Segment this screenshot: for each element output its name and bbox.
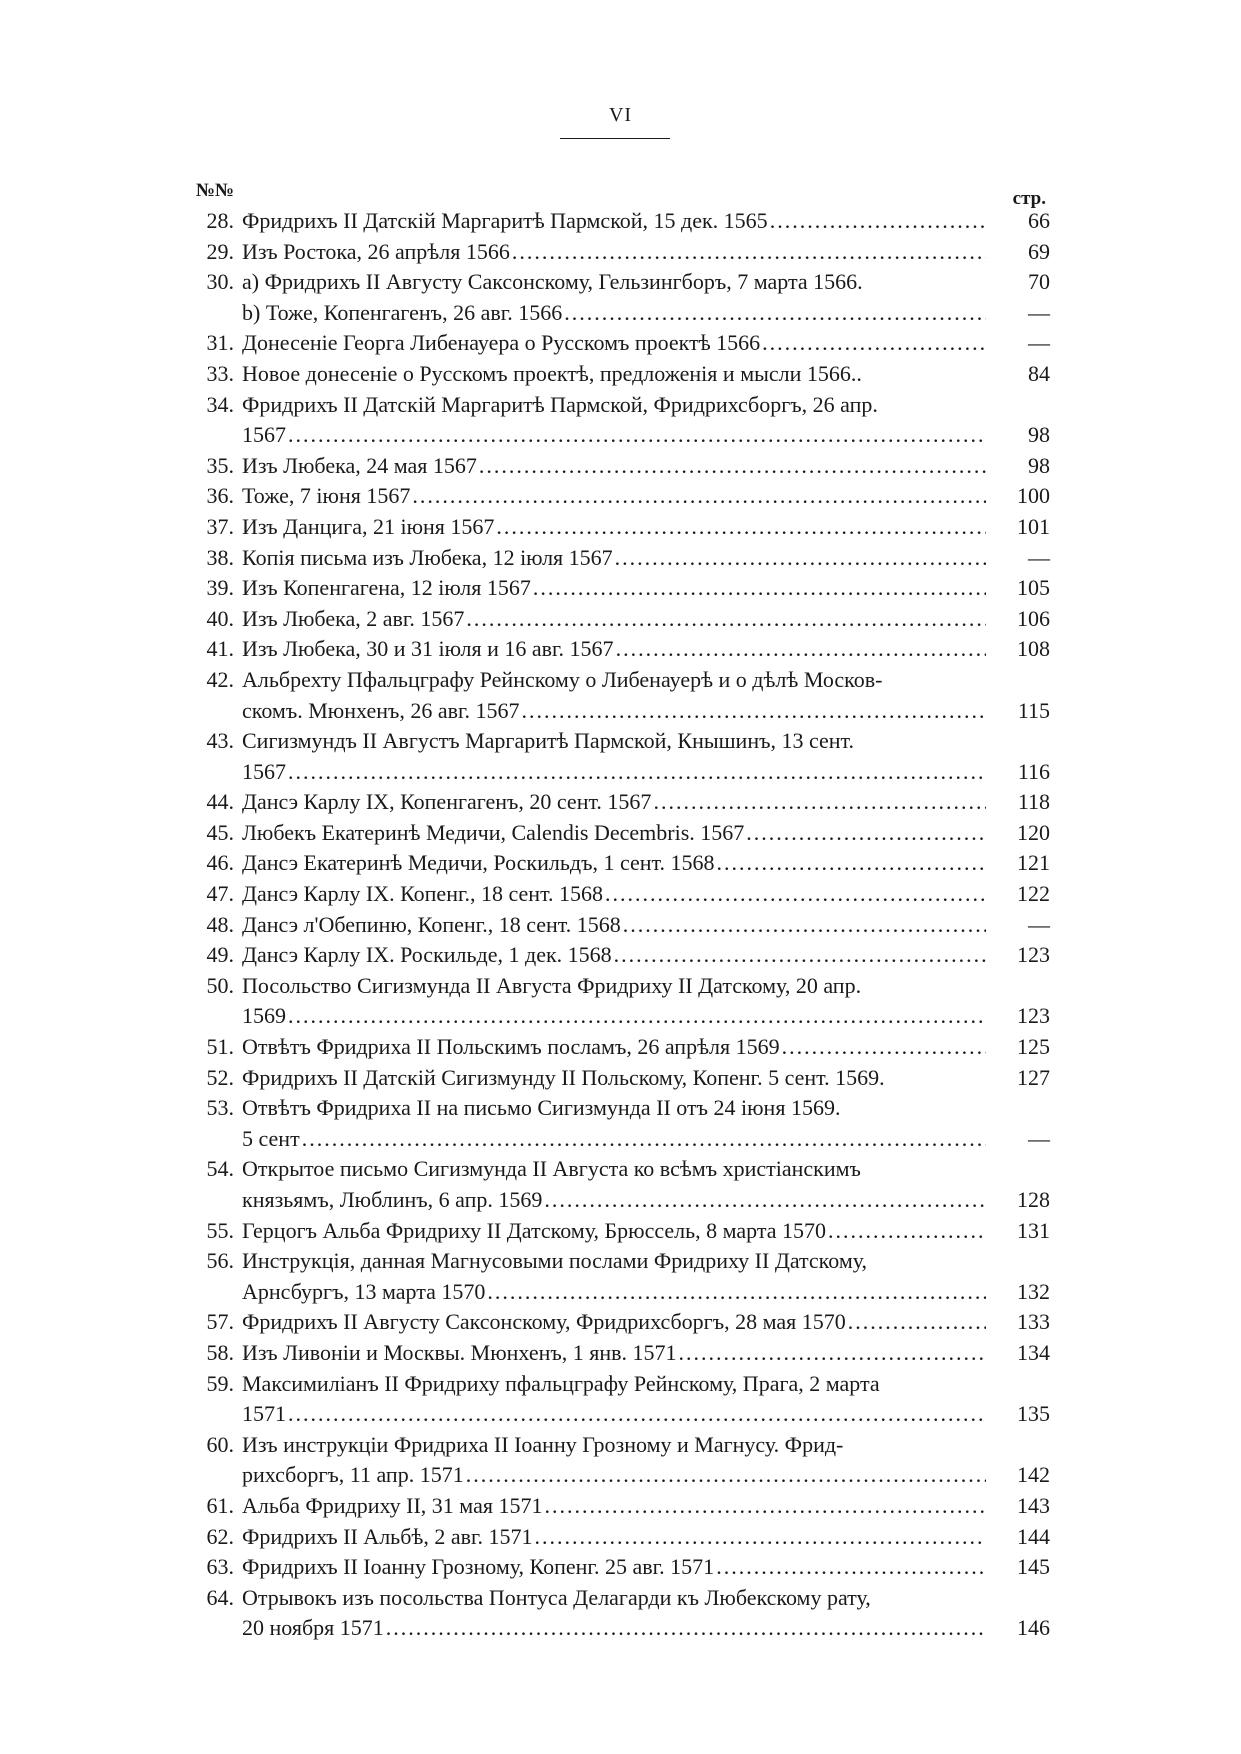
entry-number: 56. <box>206 1248 234 1274</box>
toc-entry <box>190 1430 1050 1491</box>
entry-title: Дансэ Екатеринѣ Медичи, Роскильдъ, 1 сент. 1568 <box>242 850 715 876</box>
entry-title: 1571 <box>242 1401 286 1427</box>
entry-title: Открытое письмо Сигизмунда II Августа ко всѣмъ христіанскимъ <box>242 1156 861 1182</box>
dot-leader <box>615 543 986 574</box>
dot-leader <box>762 328 986 359</box>
entry-title: Изъ Любека, 24 мая 1567 <box>242 452 477 478</box>
entry-page: 123 <box>1017 1003 1050 1029</box>
toc-entry <box>190 1216 1050 1247</box>
toc-entry <box>190 665 1050 726</box>
dot-leader <box>288 757 986 788</box>
entry-page: 133 <box>1017 1309 1050 1335</box>
entry-number: 37. <box>206 513 234 539</box>
dot-leader <box>288 420 986 451</box>
toc-entry <box>190 604 1050 635</box>
entry-page: 128 <box>1017 1187 1050 1212</box>
entry-page: 105 <box>1017 575 1050 601</box>
number-column-label: №№ <box>195 180 234 201</box>
dot-leader <box>288 1399 986 1430</box>
dot-leader <box>770 206 986 237</box>
dot-leader <box>614 940 986 971</box>
entry-number: 31. <box>206 330 234 356</box>
entry-title: Копія письма изъ Любека, 12 іюля 1567 <box>242 544 613 570</box>
entry-title: скомъ. Мюнхенъ, 26 авг. 1567 <box>242 697 520 723</box>
entry-number <box>190 298 242 329</box>
dot-leader <box>535 1522 986 1553</box>
entry-title: Фридрихъ II Датскій Сигизмунду II Польскому, Копенг. 5 сент. 1569. <box>242 1064 885 1090</box>
entry-page: 98 <box>1028 422 1050 448</box>
dot-leader <box>487 1277 986 1308</box>
entry-page: 142 <box>1017 1462 1050 1488</box>
entry-number: 52. <box>206 1064 234 1090</box>
toc-entry <box>190 267 1050 298</box>
entry-title: Фридрихъ II Датскій Маргаритѣ Пармской, Фридрихсборгъ, 26 апр. <box>242 391 878 417</box>
entry-page: 106 <box>1017 605 1050 631</box>
entry-number: 49. <box>206 942 234 968</box>
dot-leader <box>653 787 986 818</box>
dot-leader <box>679 1338 986 1369</box>
dot-leader <box>479 451 986 482</box>
toc-entry <box>190 237 1050 268</box>
entry-title: Тоже, 7 іюня 1567 <box>242 483 411 509</box>
toc-entry <box>190 451 1050 482</box>
entry-title: Дансэ Карлу IX. Роскильде, 1 дек. 1568 <box>242 942 612 968</box>
dot-leader <box>716 1552 986 1583</box>
entry-title: 1567 <box>242 422 286 448</box>
entry-title: Изъ инструкціи Фридриха II Іоанну Грозному и Магнусу. Фрид- <box>242 1431 844 1457</box>
toc-entry <box>190 1338 1050 1369</box>
dot-leader <box>746 818 986 849</box>
toc-entry <box>190 512 1050 543</box>
entry-number: 34. <box>206 391 234 417</box>
entry-number: 53. <box>206 1095 234 1121</box>
entry-title: Дансэ Карлу IX, Копенгагенъ, 20 сент. 1567 <box>242 789 652 815</box>
dot-leader <box>564 298 986 329</box>
entry-page: 101 <box>1017 513 1050 539</box>
entry-title: 1569 <box>242 1003 286 1029</box>
toc-entry <box>190 206 1050 237</box>
toc-entry <box>190 971 1050 1032</box>
dot-leader <box>386 1613 986 1644</box>
entry-page: 100 <box>1017 483 1050 509</box>
entry-page: 69 <box>1028 238 1050 264</box>
entry-page: 134 <box>1017 1339 1050 1365</box>
entry-page: 70 <box>1028 269 1050 295</box>
toc-entry <box>190 390 1050 451</box>
entry-number: 57. <box>206 1309 234 1335</box>
entry-title: князьямъ, Люблинъ, 6 апр. 1569 <box>242 1187 543 1212</box>
dot-leader <box>616 634 986 665</box>
toc-entry <box>190 1369 1050 1430</box>
entry-number: 42. <box>206 666 234 692</box>
entry-page: — <box>1028 1125 1050 1151</box>
entry-number: 35. <box>206 452 234 478</box>
toc-entry <box>190 1583 1050 1644</box>
toc-entry <box>190 879 1050 910</box>
entry-number: 46. <box>206 850 234 876</box>
toc-entry <box>190 328 1050 359</box>
entry-number: 50. <box>206 972 234 998</box>
toc-entry <box>190 1093 1050 1154</box>
entry-title: Изъ Любека, 2 авг. 1567 <box>242 605 465 631</box>
entry-number: 36. <box>206 483 234 509</box>
toc-entry <box>190 1032 1050 1063</box>
entry-title: Фридрихъ II Іоанну Грозному, Копенг. 25 авг. 1571 <box>242 1554 715 1580</box>
entry-title: Отвѣтъ Фридриха II Польскимъ посламъ, 26 апрѣля 1569 <box>242 1034 780 1060</box>
toc-entry <box>190 634 1050 665</box>
dot-leader <box>522 696 986 727</box>
dot-leader <box>412 481 986 512</box>
toc-entry <box>190 726 1050 787</box>
entry-page: 98 <box>1028 452 1050 478</box>
entry-title: Посольство Сигизмунда II Августа Фридриху II Датскому, 20 апр. <box>242 972 862 998</box>
entry-title: Герцогъ Альба Фридриху II Датскому, Брюссель, 8 марта 1570 <box>242 1217 827 1243</box>
entry-title: 1567 <box>242 758 286 784</box>
entry-title: Сигизмундъ II Августъ Маргаритѣ Пармской, Кнышинъ, 13 сент. <box>242 728 855 754</box>
entry-title: Альба Фридриху II, 31 мая 1571 <box>242 1492 543 1518</box>
entry-number: 58. <box>206 1339 234 1365</box>
dot-leader <box>782 1032 986 1063</box>
dot-leader <box>496 512 986 543</box>
table-of-contents <box>190 206 1050 1644</box>
entry-page: 120 <box>1017 819 1050 845</box>
entry-page: 66 <box>1028 208 1050 233</box>
entry-title: Изъ Данцига, 21 іюня 1567 <box>242 513 495 539</box>
entry-page: — <box>1028 330 1050 356</box>
entry-number: 41. <box>206 636 234 662</box>
dot-leader <box>533 573 986 604</box>
entry-number: 60. <box>206 1431 234 1457</box>
entry-title: Изъ Любека, 30 и 31 іюля и 16 авг. 1567 <box>242 636 614 662</box>
entry-page: 116 <box>1017 758 1050 784</box>
toc-entry <box>190 1491 1050 1522</box>
entry-page: 122 <box>1017 881 1050 907</box>
entry-number: 45. <box>206 819 234 845</box>
entry-title: Инструкція, данная Магнусовыми послами Фридриху II Датскому, <box>242 1248 868 1274</box>
entry-title: Дансэ Карлу IX. Копенг., 18 сент. 1568 <box>242 881 604 907</box>
entry-title: Альбрехту Пфальцграфу Рейнскому о Либенауерѣ и о дѣлѣ Москов- <box>242 666 883 692</box>
entry-page: 123 <box>1017 942 1050 968</box>
page-column-label: стр. <box>1012 188 1046 209</box>
entry-page: 143 <box>1017 1492 1050 1518</box>
toc-entry <box>190 359 1050 390</box>
toc-entry <box>190 910 1050 941</box>
dot-leader <box>848 1307 986 1338</box>
entry-page: 115 <box>1017 697 1050 723</box>
entry-page: 132 <box>1017 1278 1050 1304</box>
dot-leader <box>544 1185 986 1216</box>
page-number: VI <box>608 104 633 126</box>
entry-page: 127 <box>1017 1064 1050 1090</box>
toc-entry <box>190 848 1050 879</box>
entry-number: 61. <box>206 1492 234 1518</box>
entry-title: 20 ноября 1571 <box>242 1615 384 1641</box>
entry-title: Любекъ Екатеринѣ Медичи, Calendis Decembris. 1567 <box>242 819 745 845</box>
entry-number: 38. <box>206 544 234 570</box>
entry-title: Отрывокъ изъ посольства Понтуса Делагарди къ Любекскому рату, <box>242 1584 871 1610</box>
entry-page: 84 <box>1028 360 1050 386</box>
toc-entry <box>190 940 1050 971</box>
entry-title: b) Тоже, Копенгагенъ, 26 авг. 1566 <box>242 299 563 325</box>
entry-number: 43. <box>206 728 234 754</box>
dot-leader <box>302 1124 986 1155</box>
entry-page: 125 <box>1017 1034 1050 1060</box>
entry-number: 30. <box>206 269 234 295</box>
entry-number: 28. <box>206 208 234 233</box>
entry-title: Изъ Ростока, 26 апрѣля 1566 <box>242 238 510 264</box>
entry-number: 51. <box>206 1034 234 1060</box>
toc-entry <box>190 1154 1050 1215</box>
header-rule <box>560 138 670 139</box>
dot-leader <box>466 1460 986 1491</box>
entry-title: Фридрихъ II Датскій Маргаритѣ Пармской, 15 дек. 1565 <box>242 208 768 233</box>
toc-entry <box>190 543 1050 574</box>
entry-title: 5 сент <box>242 1125 300 1151</box>
dot-leader <box>512 237 986 268</box>
entry-title: Дансэ л'Обепиню, Копенг., 18 сент. 1568 <box>242 911 621 937</box>
entry-number: 63. <box>206 1554 234 1580</box>
toc-entry <box>190 1246 1050 1307</box>
entry-number: 64. <box>206 1584 234 1610</box>
entry-title: Донесеніе Георга Либенауера о Русскомъ проектѣ 1566 <box>242 330 761 356</box>
toc-entry <box>190 573 1050 604</box>
entry-number: 59. <box>206 1370 234 1396</box>
dot-leader <box>717 848 986 879</box>
entry-title: Максимиліанъ II Фридриху пфальцграфу Рейнскому, Прага, 2 марта <box>242 1370 880 1396</box>
entry-number: 44. <box>206 789 234 815</box>
entry-title: рихсборгъ, 11 апр. 1571 <box>242 1462 464 1488</box>
entry-number: 40. <box>206 605 234 631</box>
entry-title: Изъ Ливоніи и Москвы. Мюнхенъ, 1 янв. 1571 <box>242 1339 677 1365</box>
entry-title: Фридрихъ II Альбѣ, 2 авг. 1571 <box>242 1523 533 1549</box>
entry-number: 55. <box>206 1217 234 1243</box>
entry-page: — <box>1028 544 1050 570</box>
entry-page: 108 <box>1017 636 1050 662</box>
toc-entry <box>190 1063 1050 1094</box>
entry-number: 47. <box>206 881 234 907</box>
toc-entry <box>190 481 1050 512</box>
dot-leader <box>605 879 986 910</box>
toc-entry <box>190 818 1050 849</box>
dot-leader <box>544 1491 986 1522</box>
entry-title: Арнсбургъ, 13 марта 1570 <box>242 1278 486 1304</box>
toc-entry <box>190 1522 1050 1553</box>
entry-number: 62. <box>206 1523 234 1549</box>
entry-number: 39. <box>206 575 234 601</box>
dot-leader <box>466 604 986 635</box>
dot-leader <box>623 910 986 941</box>
toc-entry <box>190 787 1050 818</box>
entry-title: Фридрихъ II Августу Саксонскому, Фридрихсборгъ, 28 мая 1570 <box>242 1309 846 1335</box>
entry-number: 54. <box>206 1156 234 1182</box>
entry-page: 121 <box>1017 850 1050 876</box>
entry-page: 144 <box>1017 1523 1050 1549</box>
entry-page: 131 <box>1017 1217 1050 1243</box>
dot-leader <box>828 1216 986 1247</box>
entry-page: 146 <box>1017 1615 1050 1641</box>
entry-page: — <box>1028 299 1050 325</box>
entry-page: 135 <box>1017 1401 1050 1427</box>
entry-page: — <box>1028 911 1050 937</box>
toc-entry <box>190 298 1050 329</box>
entry-title: а) Фридрихъ II Августу Саксонскому, Гельзингборъ, 7 марта 1566. <box>242 269 863 295</box>
entry-page: 145 <box>1017 1554 1050 1580</box>
entry-number: 29. <box>206 238 234 264</box>
entry-page: 118 <box>1017 789 1050 815</box>
toc-entry <box>190 1307 1050 1338</box>
entry-title: Изъ Копенгагена, 12 іюля 1567 <box>242 575 531 601</box>
dot-leader <box>288 1001 986 1032</box>
entry-number: 33. <box>206 360 234 386</box>
entry-number: 48. <box>206 911 234 937</box>
toc-entry <box>190 1552 1050 1583</box>
entry-title: Новое донесеніе о Русскомъ проектѣ, предложенія и мысли 1566.. <box>242 360 862 386</box>
entry-title: Отвѣтъ Фридриха II на письмо Сигизмунда II отъ 24 іюня 1569. <box>242 1095 841 1121</box>
